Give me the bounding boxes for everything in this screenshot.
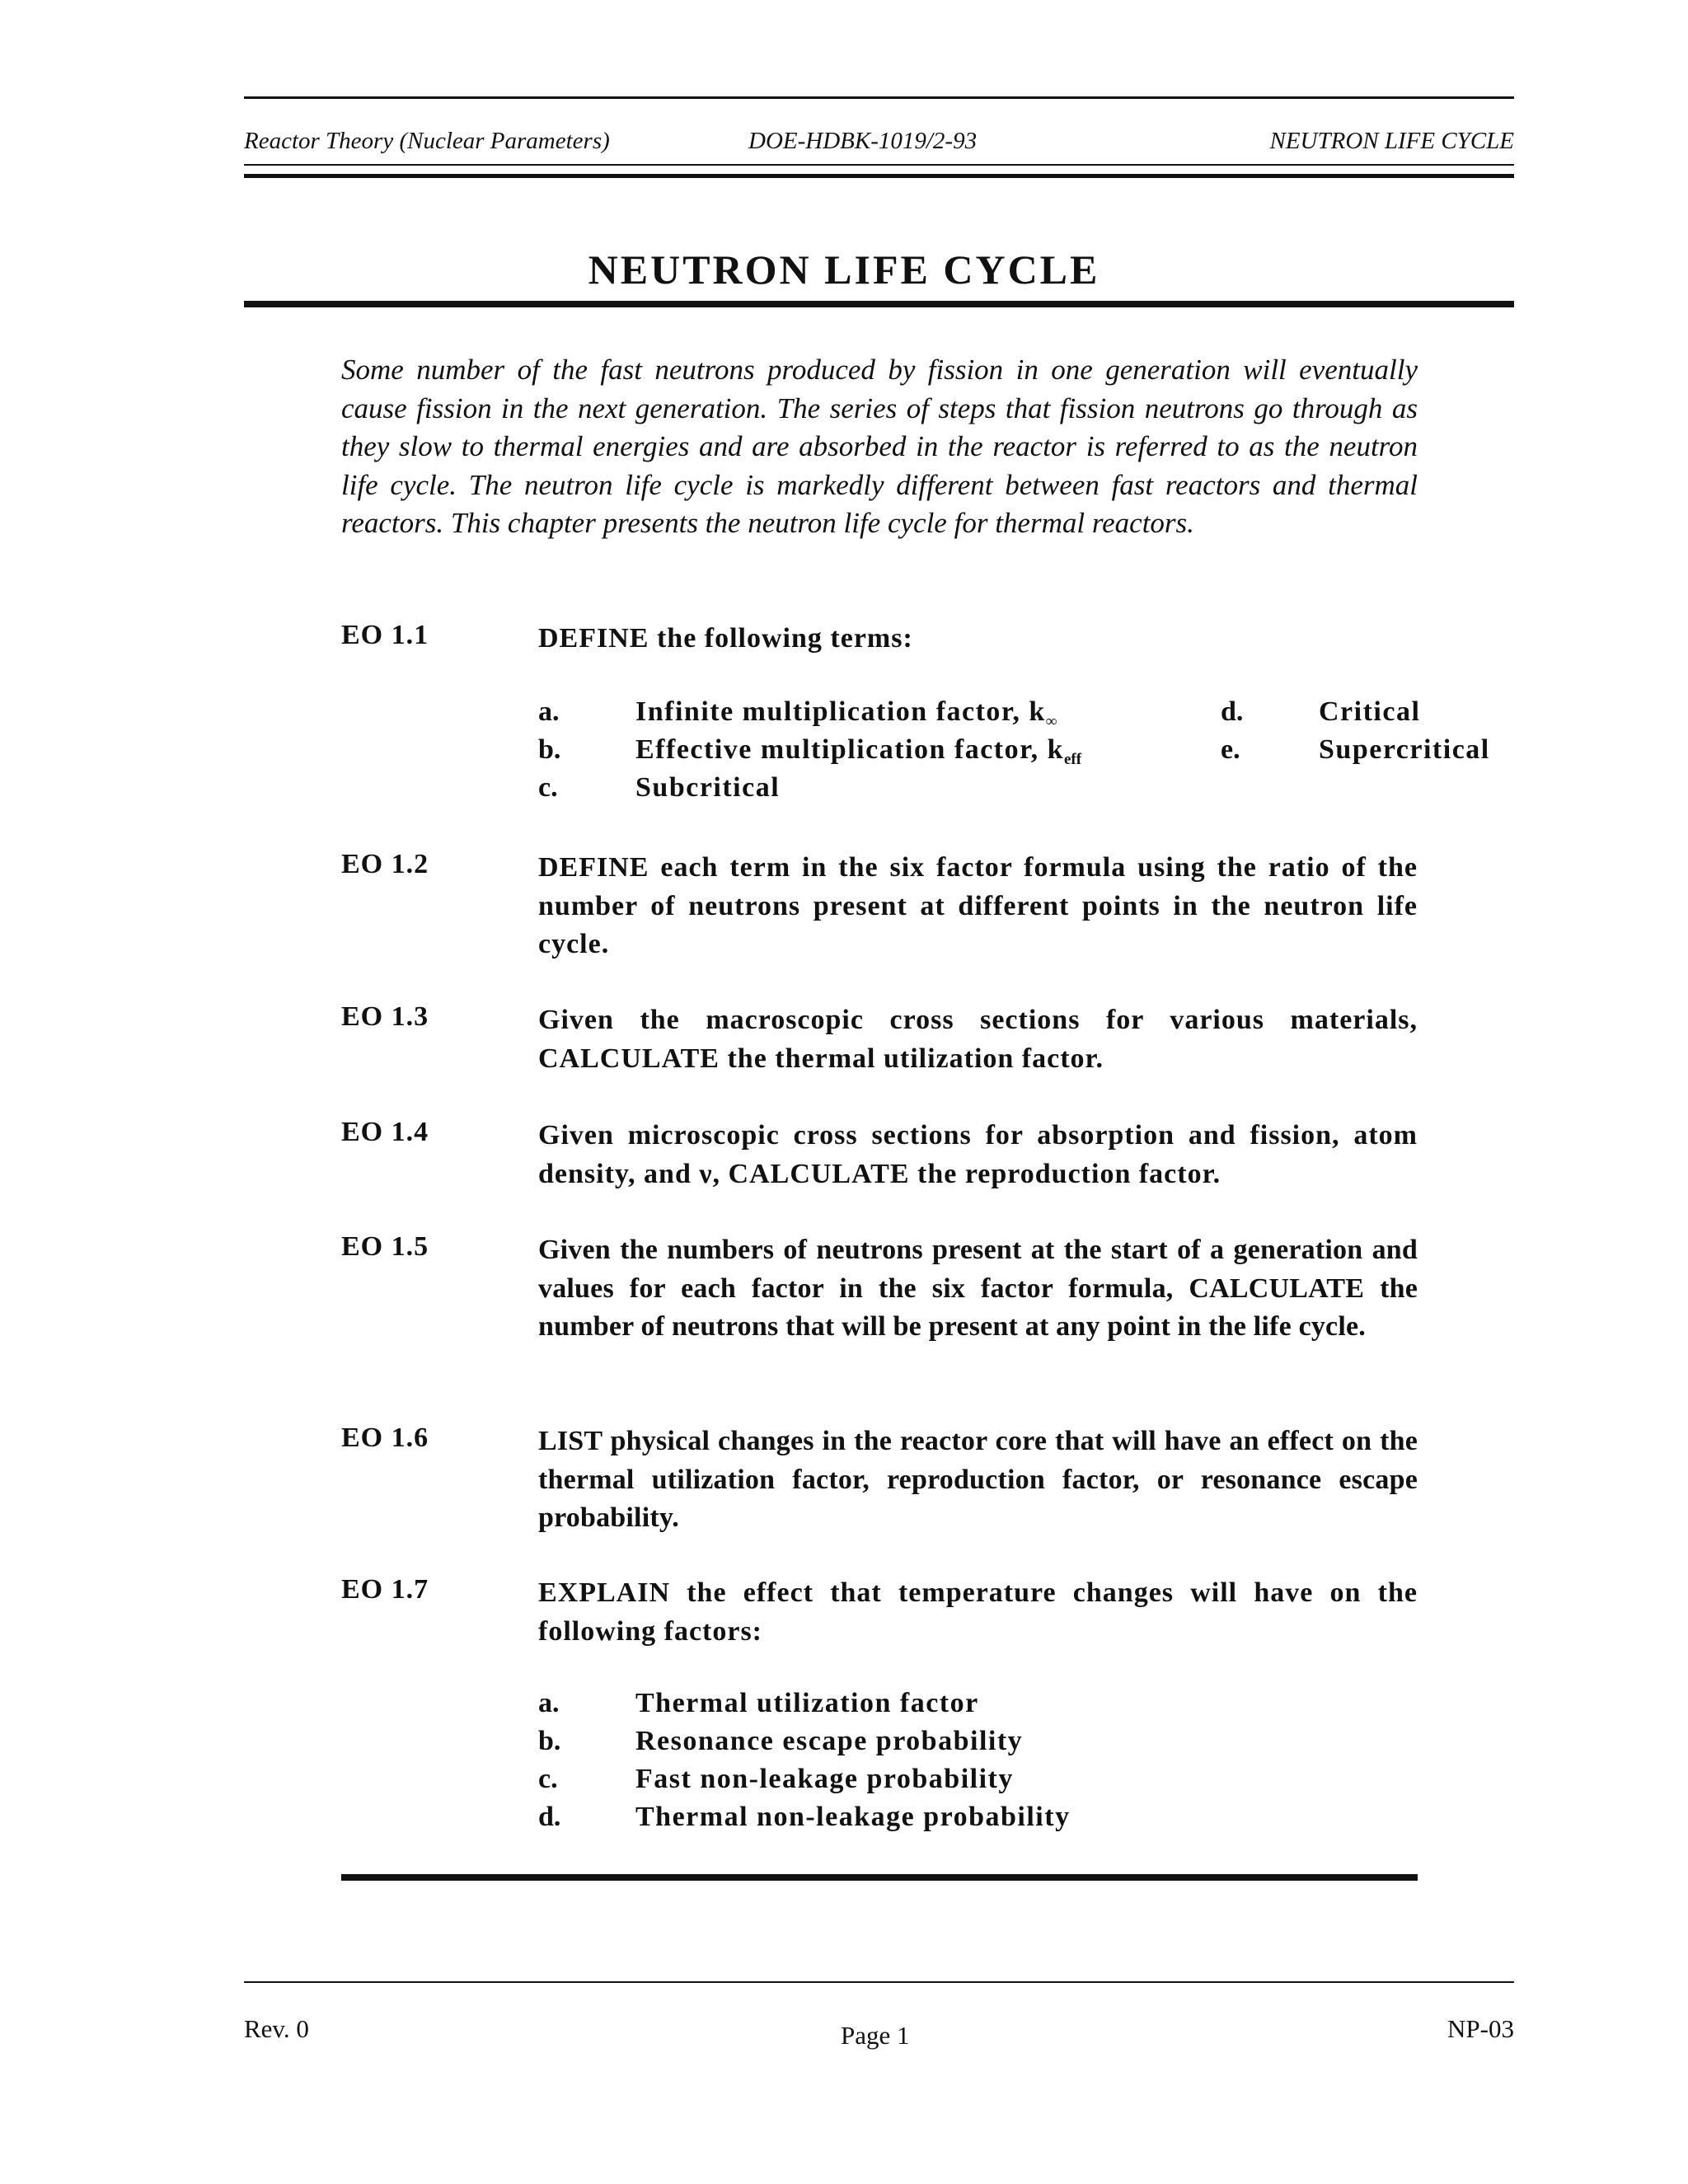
eo-label: EO 1.6 bbox=[341, 1422, 429, 1453]
eo-text: Given the macroscopic cross sections for various materials, CALCULATE the thermal utilization factor. bbox=[538, 1005, 1418, 1074]
eo-label: EO 1.4 bbox=[341, 1117, 429, 1147]
eo-label: EO 1.3 bbox=[341, 1001, 429, 1032]
k-eff-subscript: eff bbox=[1064, 751, 1082, 768]
k-infinity-subscript: ∞ bbox=[1045, 713, 1057, 730]
header-center-text: DOE-HDBK-1019/2-93 bbox=[748, 128, 978, 154]
list-item-letter: d. bbox=[1221, 696, 1244, 727]
header-bottom-rule-thick bbox=[244, 174, 1514, 178]
eo-text: DEFINE the following terms: bbox=[538, 623, 913, 654]
eo-text: Given the numbers of neutrons present at the start of a generation and values for each factor in the six factor formula, CALCULATE the number of neutrons that will be present at any point in the life cycle. bbox=[538, 1235, 1418, 1342]
footer-doc-code: NP-03 bbox=[1447, 2014, 1514, 2043]
eo-text: Given microscopic cross sections for absorption and fission, atom density, and ν, CALCULATE the reproduction factor. bbox=[538, 1120, 1418, 1189]
footer-page-number: Page 1 bbox=[841, 2021, 910, 2050]
list-item-text: Thermal utilization factor bbox=[635, 1688, 979, 1718]
list-item-text: Thermal non-leakage probability bbox=[635, 1802, 1071, 1832]
footer-rule bbox=[244, 1981, 1514, 1983]
eo-label: EO 1.1 bbox=[341, 620, 429, 650]
eo-text: DEFINE each term in the six factor formula using the ratio of the number of neutrons present at different points in the neutron life cycle. bbox=[538, 852, 1418, 959]
list-item-text: Effective multiplication factor, $k_{eff}$ bbox=[635, 734, 1082, 768]
footer-revision: Rev. 0 bbox=[244, 2014, 309, 2043]
list-item-text: Supercritical bbox=[1319, 734, 1490, 765]
header-right-text: NEUTRON LIFE CYCLE bbox=[1269, 128, 1514, 154]
list-item-letter: e. bbox=[1221, 734, 1240, 765]
intro-paragraph: Some number of the fast neutrons produced by fission in one generation will eventually cause fission in the next generation. The series of steps that fission neutrons go through as they slow to thermal energies and are absorbed in the reactor is referred to as the neutron life cycle. The neutron life cycle is markedly different between fast reactors and thermal reactors. This chapter presents the neutron life cycle for thermal reactors. bbox=[341, 354, 1418, 539]
header-top-rule bbox=[244, 96, 1514, 99]
list-item-text: Fast non-leakage probability bbox=[635, 1764, 1014, 1794]
header-bottom-rule-thin bbox=[244, 164, 1514, 166]
list-item-letter: c. bbox=[538, 772, 558, 803]
list-item-text: Infinite multiplication factor, $k_\infty$ bbox=[635, 696, 1057, 730]
eo-text: EXPLAIN the effect that temperature changes will have on the following factors: bbox=[538, 1577, 1418, 1647]
list-item-text: Critical bbox=[1319, 696, 1421, 727]
header-left-text: Reactor Theory (Nuclear Parameters) bbox=[244, 128, 610, 154]
list-item-letter: b. bbox=[538, 734, 561, 765]
section-end-rule bbox=[341, 1874, 1418, 1881]
list-item-letter: a. bbox=[538, 1688, 560, 1718]
list-item-text: Subcritical bbox=[635, 772, 781, 803]
list-item-letter: a. bbox=[538, 696, 560, 727]
page-title: NEUTRON LIFE CYCLE bbox=[588, 246, 1100, 293]
eo-label: EO 1.2 bbox=[341, 849, 429, 879]
list-item-letter: b. bbox=[538, 1726, 561, 1756]
eo-text: LIST physical changes in the reactor core that will have an effect on the thermal utilization factor, reproduction factor, or resonance escape probability. bbox=[538, 1426, 1418, 1533]
eo-label: EO 1.7 bbox=[341, 1574, 429, 1605]
list-item-letter: d. bbox=[538, 1802, 561, 1832]
eo-label: EO 1.5 bbox=[341, 1231, 429, 1262]
list-item-letter: c. bbox=[538, 1764, 558, 1794]
title-underline bbox=[244, 301, 1514, 307]
list-item-text: Resonance escape probability bbox=[635, 1726, 1024, 1756]
